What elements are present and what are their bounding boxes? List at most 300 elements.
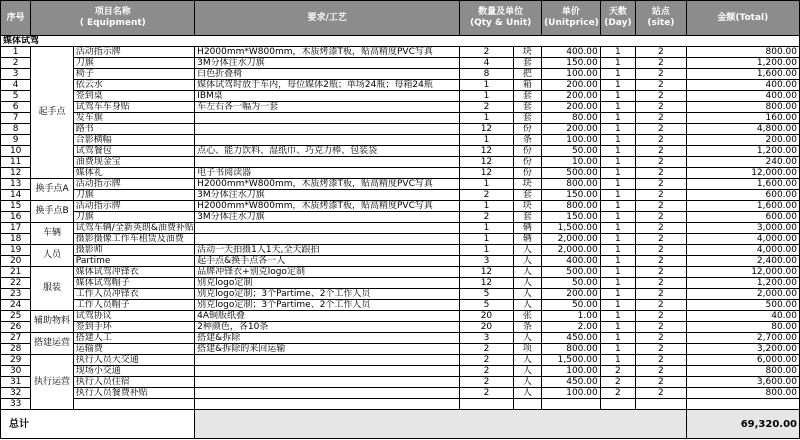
row-site: 2 — [636, 47, 687, 58]
row-spec: 车左右各一幅为一套 — [195, 102, 460, 113]
row-qty: 2 — [460, 388, 514, 399]
header-total: 金额(Total) — [686, 1, 799, 36]
row-spec: H2000mm*W800mm，木质烤漆T板，贴高精度PVC写真 — [195, 47, 460, 58]
row-days: 1 — [600, 344, 635, 355]
empty-cell — [73, 399, 194, 410]
row-total: 600.00 — [686, 190, 799, 201]
row-total: 1,600.00 — [686, 201, 799, 212]
row-price: 1.00 — [542, 311, 601, 322]
row-unit: 人 — [513, 300, 541, 311]
table-row — [1, 190, 800, 201]
header-item: 项目名称 ( Equipment) — [31, 1, 195, 36]
row-qty: 12 — [460, 124, 514, 135]
row-unit: 辆 — [513, 223, 541, 234]
row-days: 1 — [600, 124, 635, 135]
row-total: 400.00 — [686, 80, 799, 91]
row-days: 2 — [600, 388, 635, 399]
row-unit: 块 — [513, 47, 541, 58]
row-unit: 份 — [513, 146, 541, 157]
row-item: 依云水 — [73, 80, 194, 91]
row-price: 200.00 — [542, 80, 601, 91]
row-site: 2 — [636, 58, 687, 69]
row-price: 100.00 — [542, 69, 601, 80]
row-no: 15 — [1, 201, 31, 212]
table-row — [1, 80, 800, 91]
row-site: 2 — [636, 344, 687, 355]
row-price: 100.00 — [542, 135, 601, 146]
table-row — [1, 91, 800, 102]
row-total: 2,400.00 — [686, 256, 799, 267]
row-item: 执行人员餐费补贴 — [73, 388, 194, 399]
row-total: 1,600.00 — [686, 69, 799, 80]
row-unit: 人 — [513, 278, 541, 289]
row-total: 80.00 — [686, 322, 799, 333]
row-qty: 2 — [460, 344, 514, 355]
row-total: 500.00 — [686, 300, 799, 311]
row-price: 80.00 — [542, 113, 601, 124]
row-site: 2 — [636, 245, 687, 256]
empty-cell — [460, 399, 514, 410]
row-site: 2 — [636, 234, 687, 245]
header-days: 天数 (Day) — [600, 1, 635, 36]
empty-cell — [513, 399, 541, 410]
row-unit: 套 — [513, 113, 541, 124]
row-item: 现场小交通 — [73, 366, 194, 377]
row-qty: 8 — [460, 69, 514, 80]
row-unit: 箱 — [513, 80, 541, 91]
row-total: 12,000.00 — [686, 168, 799, 179]
row-qty: 12 — [460, 146, 514, 157]
row-item: 搭建人工 — [73, 333, 194, 344]
table-row — [1, 201, 800, 212]
row-days: 1 — [600, 69, 635, 80]
row-days: 1 — [600, 157, 635, 168]
header-no: 序号 — [1, 1, 31, 36]
row-spec: 活动一天拍摄1人1天,全天跟拍 — [195, 245, 460, 256]
table-row — [1, 289, 800, 300]
row-price: 100.00 — [542, 366, 601, 377]
row-unit: 套 — [513, 212, 541, 223]
row-site: 2 — [636, 190, 687, 201]
row-unit: 辆 — [513, 234, 541, 245]
row-spec: 别克logo定制 — [195, 278, 460, 289]
row-days: 1 — [600, 234, 635, 245]
row-total: 800.00 — [686, 366, 799, 377]
row-no: 14 — [1, 190, 31, 201]
row-no: 24 — [1, 300, 31, 311]
row-days: 1 — [600, 113, 635, 124]
row-total: 3,000.00 — [686, 223, 799, 234]
row-item: 试驾车车身贴 — [73, 102, 194, 113]
header-row — [1, 1, 800, 36]
row-total: 4,000.00 — [686, 234, 799, 245]
row-no: 12 — [1, 168, 31, 179]
row-qty: 2 — [460, 366, 514, 377]
row-site: 2 — [636, 322, 687, 333]
row-no: 9 — [1, 135, 31, 146]
row-item: 刀旗 — [73, 212, 194, 223]
row-site: 2 — [636, 113, 687, 124]
row-spec: 电子书阅读器 — [195, 168, 460, 179]
row-days: 1 — [600, 80, 635, 91]
row-site: 2 — [636, 179, 687, 190]
row-days: 2 — [600, 366, 635, 377]
row-no: 2 — [1, 58, 31, 69]
row-spec: 点心、能力饮料、湿纸巾、巧克力棒、包装袋 — [195, 146, 460, 157]
row-no: 11 — [1, 157, 31, 168]
row-days: 1 — [600, 201, 635, 212]
row-unit: 项 — [513, 344, 541, 355]
row-item: 执行人员住宿 — [73, 377, 194, 388]
row-item: 油费现金宝 — [73, 157, 194, 168]
row-price: 400.00 — [542, 47, 601, 58]
row-price: 450.00 — [542, 333, 601, 344]
row-price: 200.00 — [542, 124, 601, 135]
table-row — [1, 355, 800, 366]
row-qty: 20 — [460, 322, 514, 333]
row-item: 合影横幅 — [73, 135, 194, 146]
row-days: 1 — [600, 300, 635, 311]
row-price: 800.00 — [542, 179, 601, 190]
table-row — [1, 344, 800, 355]
row-qty: 3 — [460, 333, 514, 344]
row-no: 29 — [1, 355, 31, 366]
total-row — [1, 410, 800, 439]
row-total: 1,600.00 — [686, 179, 799, 190]
row-days: 1 — [600, 146, 635, 157]
row-days: 1 — [600, 355, 635, 366]
row-qty: 1 — [460, 245, 514, 256]
row-qty: 12 — [460, 278, 514, 289]
row-no: 8 — [1, 124, 31, 135]
row-qty: 3 — [460, 256, 514, 267]
row-unit: 人 — [513, 366, 541, 377]
row-group: 搭建运营 — [31, 333, 73, 355]
row-group: 执行运营 — [31, 355, 73, 410]
row-total: 400.00 — [686, 91, 799, 102]
row-site: 2 — [636, 201, 687, 212]
row-total: 4,800.00 — [686, 124, 799, 135]
row-total: 800.00 — [686, 388, 799, 399]
row-qty: 2 — [460, 377, 514, 388]
row-unit: 条 — [513, 322, 541, 333]
row-unit: 块 — [513, 201, 541, 212]
table-row — [1, 146, 800, 157]
row-days: 1 — [600, 168, 635, 179]
row-no: 26 — [1, 322, 31, 333]
row-spec: 搭建&拆除的来回运输 — [195, 344, 460, 355]
row-spec: 搭建&拆除 — [195, 333, 460, 344]
row-spec: H2000mm*W800mm，木质烤漆T板，贴高精度PVC写真 — [195, 201, 460, 212]
header-price: 单价 (Unitprice) — [542, 1, 601, 36]
row-item: 活动指示牌 — [73, 47, 194, 58]
row-days: 1 — [600, 212, 635, 223]
row-total: 3,600.00 — [686, 377, 799, 388]
row-days: 1 — [600, 91, 635, 102]
header-qty: 数量及单位 (Qty & Unit) — [460, 1, 542, 36]
table-row — [1, 256, 800, 267]
row-unit: 把 — [513, 69, 541, 80]
row-total: 160.00 — [686, 113, 799, 124]
row-no: 5 — [1, 91, 31, 102]
row-site: 2 — [636, 91, 687, 102]
row-spec: IBM桌 — [195, 91, 460, 102]
row-no: 27 — [1, 333, 31, 344]
table-row — [1, 388, 800, 399]
row-spec — [195, 124, 460, 135]
table-row — [1, 102, 800, 113]
row-unit: 份 — [513, 157, 541, 168]
row-no: 19 — [1, 245, 31, 256]
row-days: 1 — [600, 245, 635, 256]
table-row — [1, 245, 800, 256]
table-row — [1, 278, 800, 289]
row-total: 3,200.00 — [686, 344, 799, 355]
row-no: 20 — [1, 256, 31, 267]
row-price: 1,500.00 — [542, 355, 601, 366]
row-item: 媒体试驾冲锋衣 — [73, 267, 194, 278]
row-no: 7 — [1, 113, 31, 124]
table-row — [1, 135, 800, 146]
row-price: 400.00 — [542, 256, 601, 267]
row-price: 150.00 — [542, 58, 601, 69]
row-qty: 1 — [460, 91, 514, 102]
row-item: 工作人员冲锋衣 — [73, 289, 194, 300]
row-days: 1 — [600, 58, 635, 69]
row-total: 240.00 — [686, 157, 799, 168]
row-group: 人员 — [31, 245, 73, 267]
row-spec: 3M分体注水刀旗 — [195, 190, 460, 201]
row-item: 刀旗 — [73, 190, 194, 201]
row-site: 2 — [636, 333, 687, 344]
empty-cell — [636, 399, 687, 410]
table-row — [1, 333, 800, 344]
row-no: 30 — [1, 366, 31, 377]
table-row — [1, 377, 800, 388]
row-no: 28 — [1, 344, 31, 355]
row-site: 2 — [636, 256, 687, 267]
row-site: 2 — [636, 212, 687, 223]
row-spec: 2种颜色，各10条 — [195, 322, 460, 333]
row-group: 车辆 — [31, 223, 73, 245]
row-spec — [195, 223, 460, 234]
row-unit: 人 — [513, 289, 541, 300]
row-qty: 12 — [460, 157, 514, 168]
row-qty: 12 — [460, 267, 514, 278]
row-qty: 1 — [460, 113, 514, 124]
row-unit: 条 — [513, 135, 541, 146]
row-spec: 3M分体注水刀旗 — [195, 58, 460, 69]
row-unit: 人 — [513, 245, 541, 256]
table-row — [1, 399, 800, 410]
row-unit: 人 — [513, 256, 541, 267]
empty-cell — [195, 399, 460, 410]
table-row — [1, 69, 800, 80]
row-group: 辅助物料 — [31, 311, 73, 333]
row-price: 150.00 — [542, 212, 601, 223]
row-item: 路书 — [73, 124, 194, 135]
row-days: 2 — [600, 377, 635, 388]
row-group: 换手点A — [31, 179, 73, 201]
row-unit: 块 — [513, 179, 541, 190]
row-no: 32 — [1, 388, 31, 399]
row-total: 12,000.00 — [686, 267, 799, 278]
table-row — [1, 311, 800, 322]
row-qty: 5 — [460, 289, 514, 300]
table-row — [1, 58, 800, 69]
row-unit: 人 — [513, 355, 541, 366]
empty-cell — [600, 399, 635, 410]
row-site: 2 — [636, 80, 687, 91]
row-qty: 2 — [460, 102, 514, 113]
row-days: 1 — [600, 47, 635, 58]
row-price: 2.00 — [542, 322, 601, 333]
row-total: 200.00 — [686, 135, 799, 146]
row-days: 1 — [600, 102, 635, 113]
row-no: 4 — [1, 80, 31, 91]
total-filler — [195, 410, 687, 439]
row-no: 17 — [1, 223, 31, 234]
row-spec — [195, 355, 460, 366]
row-group: 换手点B — [31, 201, 73, 223]
row-spec — [195, 234, 460, 245]
row-site: 2 — [636, 377, 687, 388]
table-row — [1, 113, 800, 124]
row-spec — [195, 135, 460, 146]
row-unit: 人 — [513, 377, 541, 388]
row-item: 活动指示牌 — [73, 179, 194, 190]
row-spec: 3M分体注水刀旗 — [195, 212, 460, 223]
row-total: 2,000.00 — [686, 289, 799, 300]
row-total: 800.00 — [686, 102, 799, 113]
row-no: 6 — [1, 102, 31, 113]
row-item: 试驾车辆/全新英朗&油费补贴 — [73, 223, 194, 234]
row-price: 2,000.00 — [542, 245, 601, 256]
row-unit: 套 — [513, 190, 541, 201]
table-row — [1, 322, 800, 333]
row-group: 起手点 — [31, 47, 73, 179]
row-no: 23 — [1, 289, 31, 300]
row-total: 600.00 — [686, 212, 799, 223]
row-site: 2 — [636, 146, 687, 157]
row-site: 2 — [636, 135, 687, 146]
row-total: 4,000.00 — [686, 245, 799, 256]
row-price: 2,000.00 — [542, 234, 601, 245]
row-spec — [195, 113, 460, 124]
table-row — [1, 300, 800, 311]
row-days: 1 — [600, 179, 635, 190]
row-site: 2 — [636, 289, 687, 300]
row-site: 2 — [636, 300, 687, 311]
row-unit: 人 — [513, 333, 541, 344]
row-days: 1 — [600, 190, 635, 201]
row-unit: 套 — [513, 102, 541, 113]
row-item: 运输费 — [73, 344, 194, 355]
row-days: 1 — [600, 267, 635, 278]
row-total: 6,000.00 — [686, 355, 799, 366]
row-qty: 20 — [460, 311, 514, 322]
row-site: 2 — [636, 223, 687, 234]
row-qty: 2 — [460, 355, 514, 366]
row-qty: 1 — [460, 223, 514, 234]
row-price: 50.00 — [542, 300, 601, 311]
row-price: 500.00 — [542, 267, 601, 278]
row-unit: 人 — [513, 388, 541, 399]
row-unit: 份 — [513, 168, 541, 179]
row-spec: 品牌冲锋衣+别克logo定制 — [195, 267, 460, 278]
row-no: 21 — [1, 267, 31, 278]
row-qty: 2 — [460, 212, 514, 223]
total-label: 总计 — [1, 410, 195, 439]
row-qty: 1 — [460, 179, 514, 190]
row-total: 2,700.00 — [686, 333, 799, 344]
row-site: 2 — [636, 267, 687, 278]
section-title: 媒体试驾 — [1, 36, 800, 47]
row-price: 800.00 — [542, 201, 601, 212]
row-no: 22 — [1, 278, 31, 289]
row-no: 31 — [1, 377, 31, 388]
row-item: Partime — [73, 256, 194, 267]
row-price: 200.00 — [542, 289, 601, 300]
row-qty: 2 — [460, 47, 514, 58]
row-spec — [195, 366, 460, 377]
table-row — [1, 212, 800, 223]
row-days: 1 — [600, 289, 635, 300]
row-no: 33 — [1, 399, 31, 410]
row-days: 1 — [600, 322, 635, 333]
row-unit: 份 — [513, 124, 541, 135]
row-total: 40.00 — [686, 311, 799, 322]
table-row — [1, 168, 800, 179]
table-row — [1, 267, 800, 278]
row-site: 2 — [636, 168, 687, 179]
row-item: 媒体礼 — [73, 168, 194, 179]
table-row — [1, 157, 800, 168]
row-price: 200.00 — [542, 91, 601, 102]
row-total: 800.00 — [686, 47, 799, 58]
row-days: 1 — [600, 223, 635, 234]
row-total: 1,200.00 — [686, 278, 799, 289]
row-item: 摄影师 — [73, 245, 194, 256]
row-spec — [195, 157, 460, 168]
row-item: 试驾协议 — [73, 311, 194, 322]
row-spec: H2000mm*W800mm，木质烤漆T板，贴高精度PVC写真 — [195, 179, 460, 190]
row-spec: 媒体试驾时放于车内，每位媒体2瓶；单场24瓶；每箱24瓶 — [195, 80, 460, 91]
row-no: 25 — [1, 311, 31, 322]
row-unit: 套 — [513, 91, 541, 102]
row-qty: 1 — [460, 201, 514, 212]
row-site: 2 — [636, 124, 687, 135]
row-days: 1 — [600, 333, 635, 344]
empty-cell — [542, 399, 601, 410]
row-price: 150.00 — [542, 190, 601, 201]
row-item: 刀旗 — [73, 58, 194, 69]
row-total: 1,200.00 — [686, 58, 799, 69]
section-row — [1, 36, 800, 47]
row-site: 2 — [636, 311, 687, 322]
row-site: 2 — [636, 388, 687, 399]
row-no: 16 — [1, 212, 31, 223]
row-no: 10 — [1, 146, 31, 157]
row-days: 1 — [600, 311, 635, 322]
row-item: 活动指示牌 — [73, 201, 194, 212]
row-days: 1 — [600, 135, 635, 146]
row-spec — [195, 377, 460, 388]
row-item: 签到手环 — [73, 322, 194, 333]
row-qty: 5 — [460, 300, 514, 311]
table-row — [1, 47, 800, 58]
row-spec: 起手点&换手点各一人 — [195, 256, 460, 267]
